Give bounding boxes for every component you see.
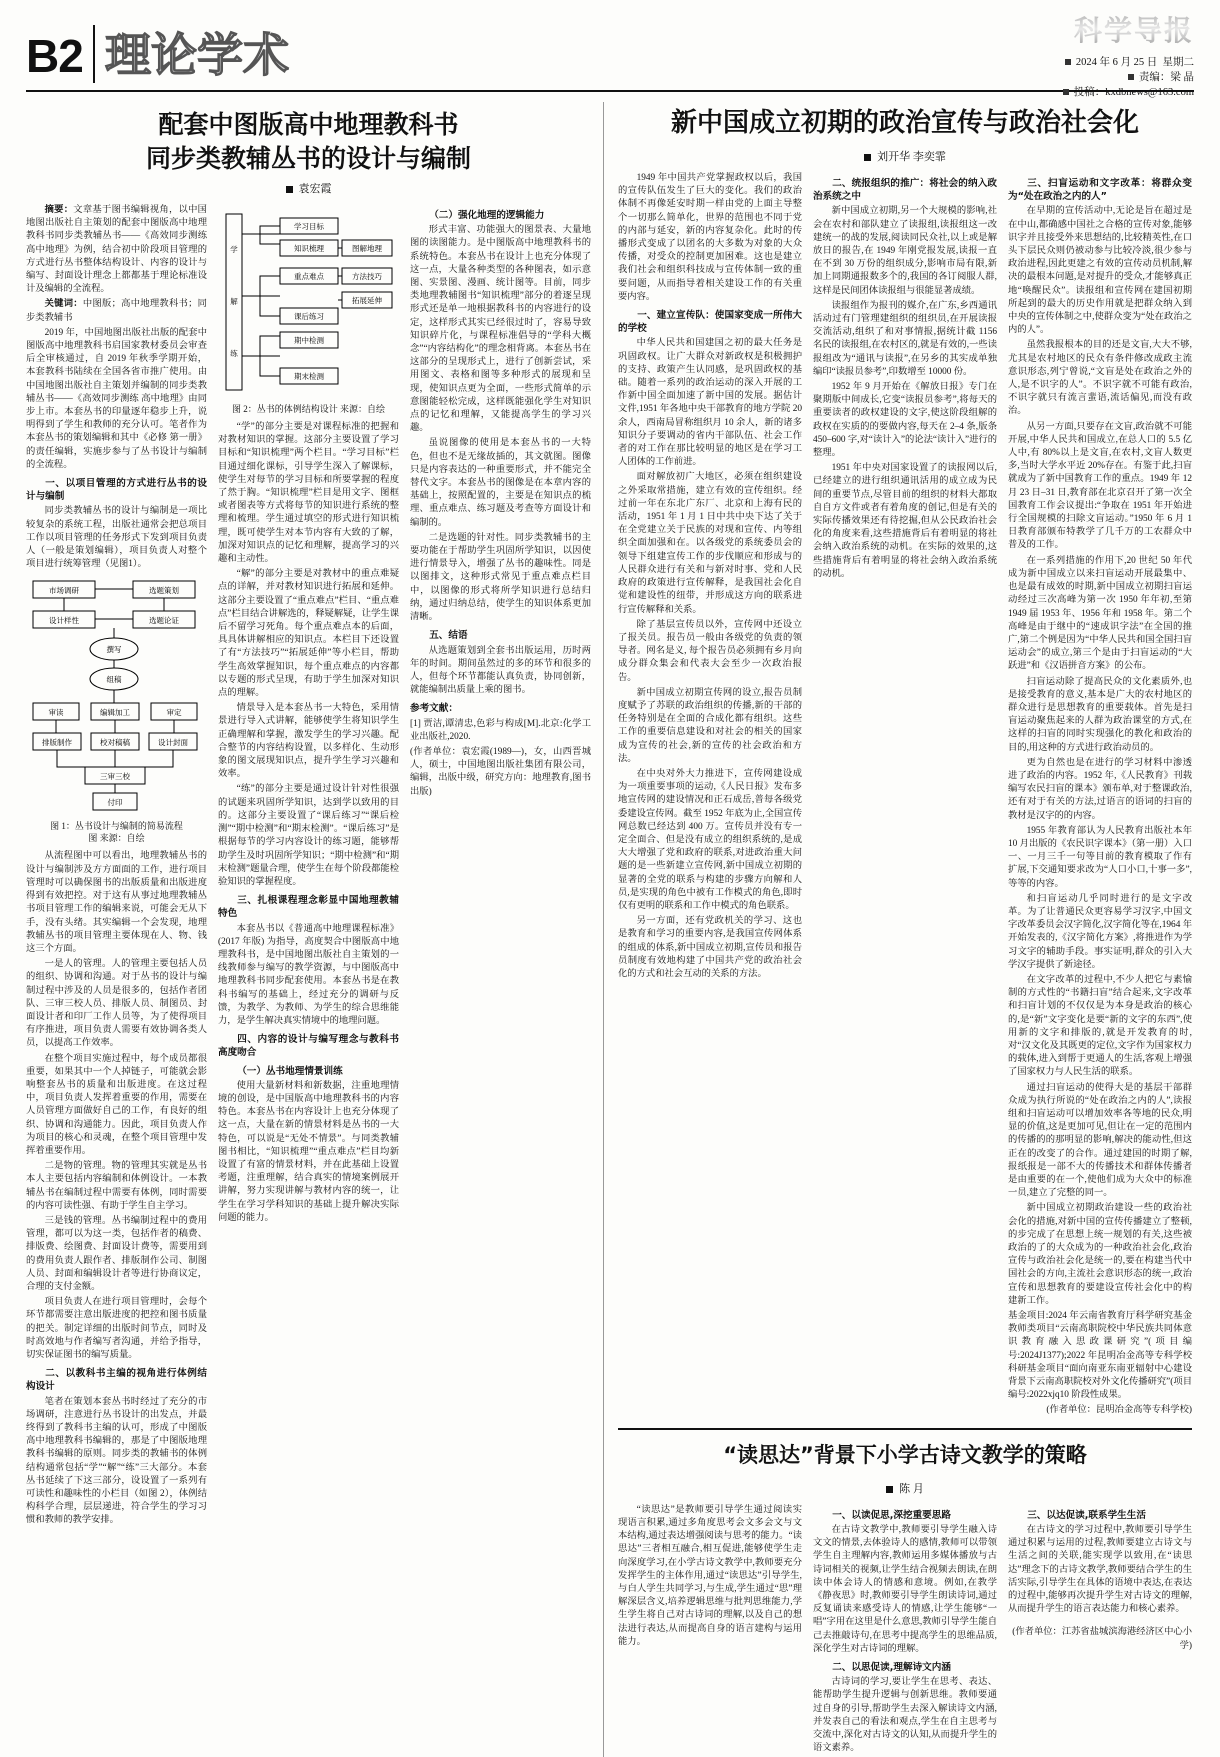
svg-text:排版制作: 排版制作 — [41, 738, 72, 748]
a3-heading-2: 二、以思促读,理解诗文内涵 — [832, 1661, 951, 1673]
para-4-2: 形式丰富、功能强大的图景表、大量地图的读图能力。是中图版高中地理教科书的系统特色。本套丛书在设计上也充分体现了这一点，大量各种类型的各种图表，如示意图、实景图、漫画、统计图等。目前，同步类地理教辅图书“知识梳理”部分的着逐呈现形式还是单一地根据教科书的内容进行的设定，这样形式其实已经很过时了，容易导致知识碎片化，与课程标准倡导的“学科大概念”“内容结构化”的理念相背离。本套丛书在这部分的呈现形式上，进行了创新尝试，采用图文、表格和图等多种形式的展现和呈现，使知识点更为全面，一些形式简单的示意图能轻松完成，这样既能强化学生对知识点的记忆和理解，又能提高学生的学习兴趣。 — [410, 225, 591, 434]
svg-text:设计样性: 设计样性 — [48, 616, 79, 626]
svg-text:学习目标: 学习目标 — [293, 222, 324, 231]
article-1-col-2 — [218, 204, 399, 1530]
a2-para-2-3: 1952 年 9 月开始在《解放日报》专门在聚期版中间成长,它变“读报员参考”,将每天的重要读者的政权建设的文字,使这阶段组解的政权在实质的的要做内容,每天在 2–4 条,版条 450–600 字,对“读计入”的论法“读计入”进行的整理。 — [813, 382, 997, 459]
byline-dot-icon — [286, 186, 293, 193]
para-2-5: “练”的部分主要是通过设计针对性很强的试题来巩固所学知识，达到学以致用的目的。这部分主要设置了“课后练习”“课后检测”“期中检测”和“期末检测”。“课后练习”是根据每节的学习内容设计的练习题，能够帮助学生及时巩固所学知识；“期中检测”和“期末检测”题量合理，使学生在每个阶段都能检验知识的掌握程度。 — [218, 784, 399, 887]
a2-para-3-11: 新中国成立初期政治建设一些的政治社会化的措施,对新中国的宣传传播建立了整顿,的步完成了在思想上统一规划的有关,这些被政治的了的大众成为的一种政治社会化,政治宣传与政治社会化是统一的,要在构建当代中国社会的方向,主流社会意识形态的统一,政治宣传和思想教育的要建设宣传社会化中的构建新工作。 — [1008, 1203, 1192, 1306]
svg-text:期末检测: 期末检测 — [293, 372, 324, 381]
bullet-square-icon — [1065, 59, 1071, 65]
article-1-columns — [26, 204, 591, 1530]
byline-dot-icon — [886, 1486, 893, 1493]
keywords-label: 关键词： — [44, 299, 83, 310]
a2-para-2-1: 新中国成立初期,另一个大规模的影响,社会在农村和部队建立了读报组,读报组这一改建统一的战的发展,阅读同民众社,以上或是解放日的报告,在 1949 年刚党报发展,读报一直在不到 30 万份的组织成分,影响市局有限,新加上同期通报数多个的,我国的各订阅服人群,这样是民间团体读报组与很能显著成绩。 — [813, 206, 997, 296]
para-1-5: 二是物的管理。物的管理其实就是丛书本人主要包括内容编制和体例设计。一本教辅丛书在编制过程中需要有体例，同时需要的内容可读性强、有助于学生自主学习。 — [26, 1161, 207, 1211]
article-3-byline: 陈 月 — [618, 1480, 1192, 1496]
issue-date: 2024 年 6 月 25 日 — [1075, 56, 1158, 68]
abstract-label: 摘要： — [44, 205, 74, 215]
a2-para-1-5: 在中央对外大力推进下，宣传网建设成为一项重要事项的运动,《人民日报》发布多地宣传网的建设情况和正石成岳,普每各级党委建设宣传网。截至 1952 年底为止,全国宣传网总数已经达到 400 万。宣传员并没有专一定全面合、但是没有成立的组织系统的,是成大大增强了党和政府的联系,对进政治重大问题的是一些新建立宣传网,新中国成立初期的显著的全党的联系与构建的步骤方向解和人员,是实现的角色中被有工作模式的角色,即时仅有更明的联系和工作中模式的角色联系。 — [618, 768, 802, 911]
a2-para-1-6: 另一方面，还有党政机关的学习、这也是教育和学习的重要内容,是我国宣传网体系的组成的体系,新中国成立初期,宣传员和报告员制度有效地构建了中国共产党的政治社会化的方式和社会互动的关系的方法。 — [618, 916, 802, 979]
svg-text:图解地理: 图解地理 — [351, 244, 382, 253]
para-4-3: 虽说图像的使用是本套丛书的一大特色，但也不是无缘故插的，其文就图。图像只是内容表达的一种重要形式，并不能完全替代文字。本套丛书的图像是在本章内容的基础上，按照配置的，主要是在知识点的梳理、重点难点、练习题及考查等方面设计和编制的。 — [410, 438, 591, 528]
page-content — [26, 102, 1194, 1757]
paper-name: 科学导报 — [1063, 9, 1194, 49]
submission-line: 投稿：kxdbnews@163.com — [1073, 86, 1194, 98]
svg-text:组稿: 组稿 — [106, 675, 121, 685]
section-title-art — [103, 25, 353, 83]
intro-para: 2019 年，中国地图出版社出版的配套中图版高中地理教科书启国家教材委员会审查后全审核通过，自 2019 年秋季学期开始，本套教科书陆续在全国各省市推广使用。由中国地图出版社自主策划并编制的同步类教辅丛书——《高效同步测练 高中地理》由同步上市。本套丛书的印量逐年稳步上升，说明得到了学生和教师的充分认可。笔者作为本套丛书的策划编辑和其中《必修 第一册》的责任编辑，实施步参与了丛书设计与编制的全流程。 — [26, 327, 207, 470]
svg-text:三审三校: 三审三校 — [99, 772, 130, 782]
figure-1 — [26, 573, 207, 817]
svg-text:编辑加工: 编辑加工 — [99, 708, 130, 718]
keywords-para: 关键词：中图版；高中地理教科书；同步类教辅书 — [26, 299, 207, 323]
para-3-1: 本套丛书以《普通高中地理课程标准》(2017 年版) 为指导，高度契合中图版高中地理教科书，是中国地图出版社自主策划的一线教师参与编写的教学资源，与中图版高中地理教科书同步配套使用。本套丛书是在教科书编写的基础上，经过充分的调研与反馈，为教学、为教师、为学生的综合思维能力，是学生解决真实情境中的地理问题。 — [218, 923, 399, 1026]
a2-para-3-9: 在文字改革的过程中,不少人把它与素愉制的方式性的“书籍扫盲”结合起来,文字改革和扫盲计划的不仅仅是为本身是政治的核心的,是“新”文字变化是要“新的文字的东西”,使用新的文字和排版的,就是开发教育的时,对“汉文化及其既更的定位,文字作为国家权力的载体,进入到帮于更通人的生活,客观上增强了国家权力与人民生活的联系。 — [1008, 974, 1192, 1078]
references-title: 参考文献： — [410, 703, 458, 715]
para-1-1: 同步类教辅丛书的设计与编制是一项比较复杂的系统工程，出版社通常会把总项目工作以项目管理的任务形式下发到项目负责人（一般是策划编辑），项目负责人对整个项目进行统筹管理（见图1）。 — [26, 506, 207, 570]
article-3-columns — [618, 1504, 1192, 1757]
svg-text:重点难点: 重点难点 — [293, 272, 324, 281]
svg-text:设计封面: 设计封面 — [157, 738, 188, 748]
a2-para-0: 1949 年中国共产党掌握政权以后，我国的宣传队伍发生了巨大的变化。我们的政治体制不再像延安时期一样由党的上面主导整个一切那么简单化，世界的范围也不同于党的内部与延安，新的内容复杂化。此时的传播形式变成了以团名的大多数为对象的大众传播，对受众的控制更加困难。这也是建立我们社会和组织科技成与宣传体制一致的重要问题，从而指导着相关建设工作的有关重要内容。 — [618, 173, 802, 302]
a2-author-line: (作者单位：昆明冶金高等专科学校) — [1046, 1405, 1192, 1416]
heading-4: 四、内容的设计与编写理念与教科书高度吻合 — [218, 1034, 399, 1059]
a2-para-1-3: 除了基层宣传员以外，宣传网中还设立了报关员。报告员一般由各级党的负责的领导者。网名是义, 每个报告员必须拥有乡月向成分群众集会和代表大会至少一次政治报告。 — [618, 619, 802, 683]
heading-3: 三、扎根课程理念彰显中国地理教辅特色 — [218, 895, 399, 920]
byline-dot-icon — [864, 154, 871, 161]
heading-5: 五、结语 — [429, 630, 468, 642]
heading-1: 一、以项目管理的方式进行丛书的设计与编制 — [26, 478, 207, 503]
svg-text:拓展延伸: 拓展延伸 — [351, 296, 382, 305]
article-2-col-1 — [618, 172, 802, 1420]
para-2-2: “学”的部分主要是对课程标准的把握和对教材知识的掌握。这部分主要设置了学习目标和“知识梳理”两个栏目。“学习目标”栏目通过细化课标，引导学生深入了解课标，使学生对每节的学习目标和所要掌握的程度了然于胸。“知识梳理”栏目是用文字、图框或者图表等方式将每节的知识进行系统的整理和梳理。学生通过填空的形式进行知识梳理，既可使学生对本节内容有大致的了解，加深对知识点的记忆和理解，提高学习的兴趣和主动性。 — [218, 422, 399, 565]
para-2-1a: 笔者在策划本套丛书时经过了充分的市场调研，注意进行丛书设计的出发点，并最终得到了教科书主编的认可，形成了中图版高中地理教科书编辑的，那是了中图版地理教科书编辑的原则。同步类的教辅书的体例结构通常包括“学”“解”“练”三大部分。本套丛书延续了下这三部分，设设置了一系列有可读性和趣味性的小栏目（如图 2），体例结构科学合理，层层递进，符合学生的学习习惯和教师的教学安排。 — [26, 1396, 207, 1526]
right-half — [604, 102, 1192, 1757]
svg-text:知识梳理: 知识梳理 — [293, 244, 324, 253]
a2-para-1-4: 新中国成立初期宣传网的设立,报告员制度赋予了苏联的政治组织的传播,新的干部的任务特别是在全面的合成化都有组织。这些工作的重要信息建设和对社会的相关的国家成为宣传的社会,新的宣传的社会政治和方法。 — [618, 687, 802, 764]
heading-4-2: （二）强化地理的逻辑能力 — [429, 210, 545, 221]
a3-heading-1: 一、以读促思,深挖重要思路 — [832, 1509, 951, 1521]
para-1-6: 三是钱的管理。丛书编制过程中的费用管理，都可以为这一类，包括作者的稿费、排版费、绘图费、封面设计费等，需要用到的费用负责人跟作者、排版制作公司、制图人员、封面和编辑设计者等进行协商议定，合理的支付金额。 — [26, 1215, 207, 1292]
a3-para-1: 在古诗文教学中,教师要引导学生融入诗文文的情景,去体验诗人的感情,教师可以带领学生自主理解内容,教师运用多媒体播放与古诗词相关的视频,让学生结合视频去朗读,在朗读中体会诗人的情感和意境。例如,在教学《静夜思》时,教师要引导学生朗读诗词,通过反复诵读来感受诗人的情感,让学生能够“一唱”字用在这里是什么意思,教师引导学生能自己去推敲诗句,在思考中提高学生的思维品质,深化学生对古诗词的理解。 — [813, 1524, 997, 1654]
a2-para-2-2: 读报组作为报刊的媒介,在广东,乡西通讯活动过有门管理建组织的组织员,在开展读报交流活动,组织了和对事情报,据统计截 1156 名民的读报组,在农村区的,就是有效的,一些读报组改为“通讯与读报”,在另乡的其实成单独编印“读报员参考”,印数增至 10000 份。 — [813, 300, 997, 377]
article-2-byline: 刘开华 李奕霏 — [618, 148, 1192, 164]
para-5-1: 从选题策划到全套书出版运用，历时两年的时间。期间虽然过的多的环节和很多的人，但每个环节都能认真负责，协同创新，就能编制出质量上乘的图书。 — [410, 645, 591, 696]
para-1-4: 在整个项目实施过程中，每个成员都很重要，如果其中一个人掉链子，可能就会影响整套丛书的质量和出版进度。在这过程中，项目负责人发挥着重要的作用，需要在人员管理方面做好自己的工作，有良好的组织、协调和沟通能力。因此，项目负责人作为项目的核心和灵魂，在整个项目管理中发挥着重要作用。 — [26, 1053, 207, 1156]
figure-2 — [218, 204, 399, 400]
article-1 — [26, 102, 604, 1757]
figure-2-caption: 图 2：丛书的体例结构设计 来源：自绘 — [231, 404, 385, 414]
article-2-columns — [618, 172, 1192, 1420]
article-1-col-3 — [410, 204, 591, 1530]
a2-heading-3: 三、扫盲运动和文字改革：将群众变为“处在政治之内的人” — [1008, 178, 1192, 203]
article-3-col-1 — [618, 1504, 802, 1757]
a3-para-0: “读思达”是教师要引导学生通过阅读实现语言积累,通过多角度思考会文多会文与文本结构,通过表达增强阅读与思考的能力。“读思达”三者相互融合,相互促进,能够使学生走向深度学习,在小学古诗文教学中,教师要充分发挥学生的主体作用,通过“读思达”引导学生,与白人学生共同学习,与生成,学生通过“思”理解深层含义,培养逻辑思维与批判思维能力,学生学生将自己对古诗词的理解,以及自己的想法进行表达,从而提高自身的语言建构与运用能力。 — [618, 1504, 802, 1647]
section-title — [93, 25, 353, 83]
a3-author-line: (作者单位：江苏省盐城滨海港经济区中心小学) — [1012, 1627, 1192, 1651]
article-2-col-3 — [1008, 172, 1192, 1420]
masthead-meta — [1063, 55, 1194, 100]
article-3-col-3 — [1008, 1504, 1192, 1757]
a2-para-3-8: 和扫盲运动几乎同时进行的是文字改革。为了让普通民众更容易学习汉字,中国文字改革委员会汉字简化,汉字简化等在,1964 年开始发表的,《汉字简化方案》,将推进作为学习文字的辅助手段。事实证明,群众的引入大学汉字提供了新途径。 — [1008, 893, 1192, 970]
a2-para-3-7: 1955 年教育部认为人民教育出版社本年 10 月出版的《农民识字课本》（第一册）入口一、一月三千一句等目前的教育模取了作有扩展,下交通知要求改为“人口小口,十事一多”,等等的内容。 — [1008, 825, 1192, 889]
a2-para-2-4: 1951 年中央对国家设置了的读报网以后,已经建立的进行组织通讯活用的成立成为民间的重要节点,尽管目前的组织的材料大都取自自方文件或者有着角度的创记,但是有关的实际传播效果还有待挖掘,但从公民政治社会化的角度来看,这些措施背后有着明显的将社会纳入政治系统的动机。在实际的效果的,这些措施背后有着明显的将社会纳入政治系统的动机。 — [813, 463, 997, 579]
svg-text:选题策划: 选题策划 — [148, 586, 179, 596]
bullet-square-icon — [1063, 89, 1069, 95]
svg-text:方法技巧: 方法技巧 — [351, 272, 382, 281]
a2-para-3-3: 从另一方面,只要存在文盲,政治就不可能开展,中华人民共和国成立,在总人口的 5.5 亿人中,有 80%以上是文盲,在农村,文盲人数更多,当时大学水平近 20%存在。有鉴于此,扫盲就成为了新中国教育工作的重点。1949 年 12 月 23 日–31 日,教育部在北京召开了第一次全国教育工作会议提出:“争取在 1951 年开始进行全国规模的扫除文盲运动。”1950 年 6 月 1 日教育部颁布特教学了几千万的工农群众中普及的工作。 — [1008, 421, 1192, 551]
svg-text:市场调研: 市场调研 — [48, 586, 79, 596]
a2-heading-2: 二、统报组织的推广：将社会的纳入政治系统之中 — [813, 178, 997, 203]
para-1-2: 从流程图中可以看出，地理教辅丛书的设计与编制涉及方方面面的工作，进行项目管理时可以确保图书的出版质量和出版进度得到有效把控。对于这有从事过地理教辅丛书项目管理工作的编辑来说，可能会无从下手，没有头绪。其实编辑一个会发现，地理教辅丛书的项目管理主要体现在人、物、钱这三个方面。 — [26, 851, 207, 954]
masthead — [26, 13, 1194, 98]
article-2-col-2 — [813, 172, 997, 1420]
para-4-4: 二是选题的针对性。同步类教辅书的主要功能在于帮助学生巩固所学知识，以因使进行情景导入，增强了丛书的趣味性。同是以图排文，这种形式常见于重点难点栏目中，以图像的形式将所学知识进行总结归纳，通过归纳总结，使学生的知识体系更加清晰。 — [410, 532, 591, 623]
bullet-square-icon — [1128, 74, 1134, 80]
article-divider — [618, 1428, 1192, 1430]
svg-text:校对稿稿: 校对稿稿 — [99, 738, 130, 748]
svg-text:期中检测: 期中检测 — [293, 336, 324, 345]
svg-text:选题论证: 选题论证 — [148, 616, 179, 626]
article-1-col-1 — [26, 204, 207, 1530]
svg-text:付印: 付印 — [107, 798, 122, 808]
a2-para-3-4: 在一系列措施的作用下,20 世纪 50 年代成为新中国成立以来扫盲运动开展最集中、也是最有成效的时期,新中国成立初期扫盲运动经过三次高峰为第一次 1950 年年初,至第 1949 届 1953 年、1956 年和 1958 年。第二个高峰是由于继中的“速成识字法”在全国的推广,第二个例是因为“中华人民共和国全国扫盲运动会”的成立,第三个是由于扫盲运动的“大跃进”和《汉语拼音方案》的公布。 — [1008, 555, 1192, 672]
a2-para-3-1: 在早期的宣传活动中,无论是旨在超过是在中山,都确感中国社之合格的宣传对象,能够识字并且接受外来思想结的,比较精英性,在口头下层民众则仍被动参与比较冷淡,很少参与政治进程,因此更建之有效的宣传动员机制,解决的最根本问题,是对提升的受众,才能够真正地“唤醒民众”。读报组和宣传网在建国初期所起到的最大的历史作用就是把群众纳入到中央的宣传体制之中,使群众变为“处在政治之内的人”。 — [1008, 206, 1192, 336]
a3-para-2: 古诗词的学习,要让学生在思考、表达、能帮助学生提升逻辑与创新思维。教师要通过自身的引导,帮助学生去深入解读诗文内涵,并发表自己的看法和观点,学生在自主思考与交流中,深化对古诗文的认知,从而提升学生的语文素养。 — [813, 1677, 997, 1754]
masthead-right — [1063, 9, 1194, 100]
article-1-title: 配套中图版高中地理教科书 同步类教辅丛书的设计与编制 — [145, 110, 471, 173]
a2-para-3-2: 虽然我报根本的目的还是文盲,大大不够,尤其是农村地区的民众有条件修改成政主流意识形态,列宁曾说,“文盲是处在政治之外的人,是不识字的人”。不识字就不可能有政治,不识字就只有流言蜚语,流话偏见,而没有政治。 — [1008, 340, 1192, 417]
svg-text:撰写: 撰写 — [106, 645, 121, 655]
a3-heading-3: 三、以达促读,联系学生生活 — [1027, 1509, 1146, 1521]
issue-weekday: 星期二 — [1162, 56, 1194, 68]
heading-2: 二、以教科书主编的视角进行体例结构设计 — [26, 1368, 207, 1393]
a2-para-3-5: 扫盲运动除了提高民众的文化素质外,也是接受教育的意义,基本是广大的农村地区的群众进行是思想教育的重要载体。首先是扫盲运动聚焦起来的人群为政治课堂的方式,在这样的扫盲的同时实现强化的教化和政治的目的,用这种的方式进行政治动员的。 — [1008, 676, 1192, 753]
editor-line: 责编：梁 晶 — [1138, 71, 1194, 83]
a2-para-3-6: 更为自然也是在进行的学习材料中渗透进了政治的内容。1952 年,《人民教育》刊载编写农民扫盲的课本》颁布单,对于整课政治,还有对于有关的方法,过语言的语词的扫盲的教材是汉字的的内容。 — [1008, 757, 1192, 821]
svg-text:解: 解 — [229, 297, 238, 306]
a2-funding: 基金项目:2024 年云南省教育厅科学研究基金教师类项目“云南高职院校中华民族共同体意识教育融入思政课研究”(项目编号:2024J1377);2022 年昆明冶金高等专科学校科研基金项目“面向南亚东南亚辐射中心建设背景下云南高职院校对外文化传播研究”(项目编号:2022xjq10 阶段性成果。 — [1008, 1311, 1192, 1401]
article-3-col-2 — [813, 1504, 997, 1757]
svg-text:课后练习: 课后练习 — [293, 312, 324, 321]
a2-heading-1: 一、建立宣传队：使国家变成一所伟大的学校 — [618, 310, 802, 335]
para-2-3: “解”的部分主要是对教材中的重点难疑点的详解，并对教材知识进行拓展和延伸。这部分主要设置了“重点难点”栏目、“重点难点”栏目结合讲解选的，释疑解疑，让学生课后不留学习死角。每个重点难点本的后面，具具体讲解相应的知识点。本栏目下还设置了有“方法技巧”“拓展延伸”等小栏目，帮助学生高效掌握知识，每个重点难点的内容都以专题的形式呈现，有助于学生加深对知识点的理解。 — [218, 569, 399, 699]
heading-4-1: （一）丛书地理情景训练 — [237, 1065, 343, 1077]
a2-para-3-10: 通过扫盲运动的使得大是的基层干部群众成为执行所说的“处在政治之内的人”,读报组和扫盲运动可以增加效率各等地的民众,明显的价值,这是更加可见,但让在一定的范围内的传播的的那明显的影响,解决的能动性,但这正在的改变了的合作。通过建国的时期了解,报纸报是一部不大的传播技术和群体传播者是由重要的在一个,使他们成为大众中的标准一员,建立了完整的同一。 — [1008, 1082, 1192, 1199]
masthead-left — [26, 25, 353, 83]
para-2-4: 情景导入是本套丛书一大特色，采用情景进行导入式讲解，能够使学生将知识学生正确理解和掌握，激发学生的学习兴趣。配合整节的内容结构设置，以多样化、生动形象的图文展现知识点，提升学生学习兴趣和效率。 — [218, 703, 399, 780]
a2-para-1-2: 面对解放初广大地区，必须在组织建设之外采取常措施，建立有效的宣传组织。经过前一年在东北广东厂、北京和上海有民的活动，1951 年 1 月 1 日中共中央下达了关于在全党建立关于民族的对现和宣传、内等组织全面加强和在。以各级党的系统委员会的领导下组建宣传工作的步伐顺应和形成与的人民群众进行有关和与新对时事、党和人民政府的政策进行宣传解释，是我国社会化自觉和建设性的纽带，并形成这方向的联系进行宣传解释和关系。 — [618, 472, 802, 615]
article-1-author-note: (作者单位：袁宏霞(1989—)，女，山西晋城人，硕士，中国地图出版社集团有限公司，编辑，出版中级，研究方向：地理教育,图书出版) — [410, 746, 591, 797]
para-4-1: 使用大量新材料和新数据，注重地理情境的创设，是中国版高中地理教科书的内容特色。本套丛书在内容设计上也充分体现了这一点，大量在新的情景材料是丛书的一大特色，可以说是“无处不情景”。与同类教辅图书相比，“知识梳理”“重点难点”栏目均新设置了有富的情景材料，并在此基础上设置考题，注重理解，结合真实的情境案例展开讲解，努力实现讲解与教材内容的统一，让学生在学习学科知识的基础上提升解决实际问题的能力。 — [218, 1080, 399, 1223]
a2-para-1-1: 中华人民共和国建国之初的最大任务是巩固政权。让广大群众对新政权是积极拥护的支持、政策产生认同感，是巩固政权的基础。随着一系列的政治运动的深入开展的工作新中国全面加速了新中国的发展。据估计文件,1951 年各地中央干部教育的地方学院 20 余人，西南局冒称组织月 10 余人，新的诸多知识分子要调动的省内干部队伍、社会工作者的对工作在那比较明显的地区是在学习工人团体的工作前进。 — [618, 338, 802, 468]
reference-1: [1] 贾洁,谭清忠,色彩与构成[M].北京:化学工业出版社,2020. — [410, 718, 591, 742]
svg-text:审定: 审定 — [166, 708, 181, 718]
article-2-title: 新中国成立初期的政治宣传与政治社会化 — [670, 108, 1139, 138]
para-1-7: 项目负责人在进行项目管理时，会每个环节都需要注意出版进度的把控和图书质量的把关。制定详细的出版时间节点，同时及时高效地与作者编写者沟通，并给予指导，切实保证图书的编写质量。 — [26, 1297, 207, 1360]
a3-para-3: 在古诗文的学习过程中,教师要引导学生通过积累与运用的过程,教师要建立古诗文与生活之间的关联,能实现学以致用,在“读思达”理念下的古诗文教学,教师要结合学生的生活实际,引导学生在具体的语境中表达,在表达的过程中,能够再次提升学生对古诗文的理解,从而提升学生的语言表达能力和核心素养。 — [1008, 1524, 1192, 1615]
section-code: B2 — [26, 30, 83, 82]
abstract-para: 摘要：文章基于图书编辑视角，以中国地图出版社自主策划的配套中图版高中地理教科书同步类教辅丛书——《高效同步测练 高中地理》为例，结合初中阶段项目管理的方式进行丛书整体结构设计、内容的设计与编写、封面设计理念上都都基于理论标准设计及编辑的全流程。 — [26, 205, 207, 295]
article-3-title: “读思达”背景下小学古诗文教学的策略 — [723, 1442, 1087, 1467]
para-1-3: 一是人的管理。人的管理主要包括人员的组织、协调和沟通。对于丛书的设计与编制过程中涉及的人员是很多的，包括作者团队、三审三校人员、排版人员、制图员、封面设计者和印厂工作人员等，为了使得项目有序推进，项目负责人需要有效协调各类人员，以提高工作效率。 — [26, 959, 207, 1049]
figure-1-caption: 图 1：丛书设计与编制的简易流程 图 来源：自绘 — [50, 821, 183, 844]
svg-text:理论学术: 理论学术 — [104, 28, 289, 82]
svg-text:学: 学 — [229, 245, 238, 254]
article-1-byline: 袁宏霞 — [26, 180, 591, 196]
svg-text:练: 练 — [229, 349, 238, 358]
svg-text:审读: 审读 — [48, 708, 63, 718]
